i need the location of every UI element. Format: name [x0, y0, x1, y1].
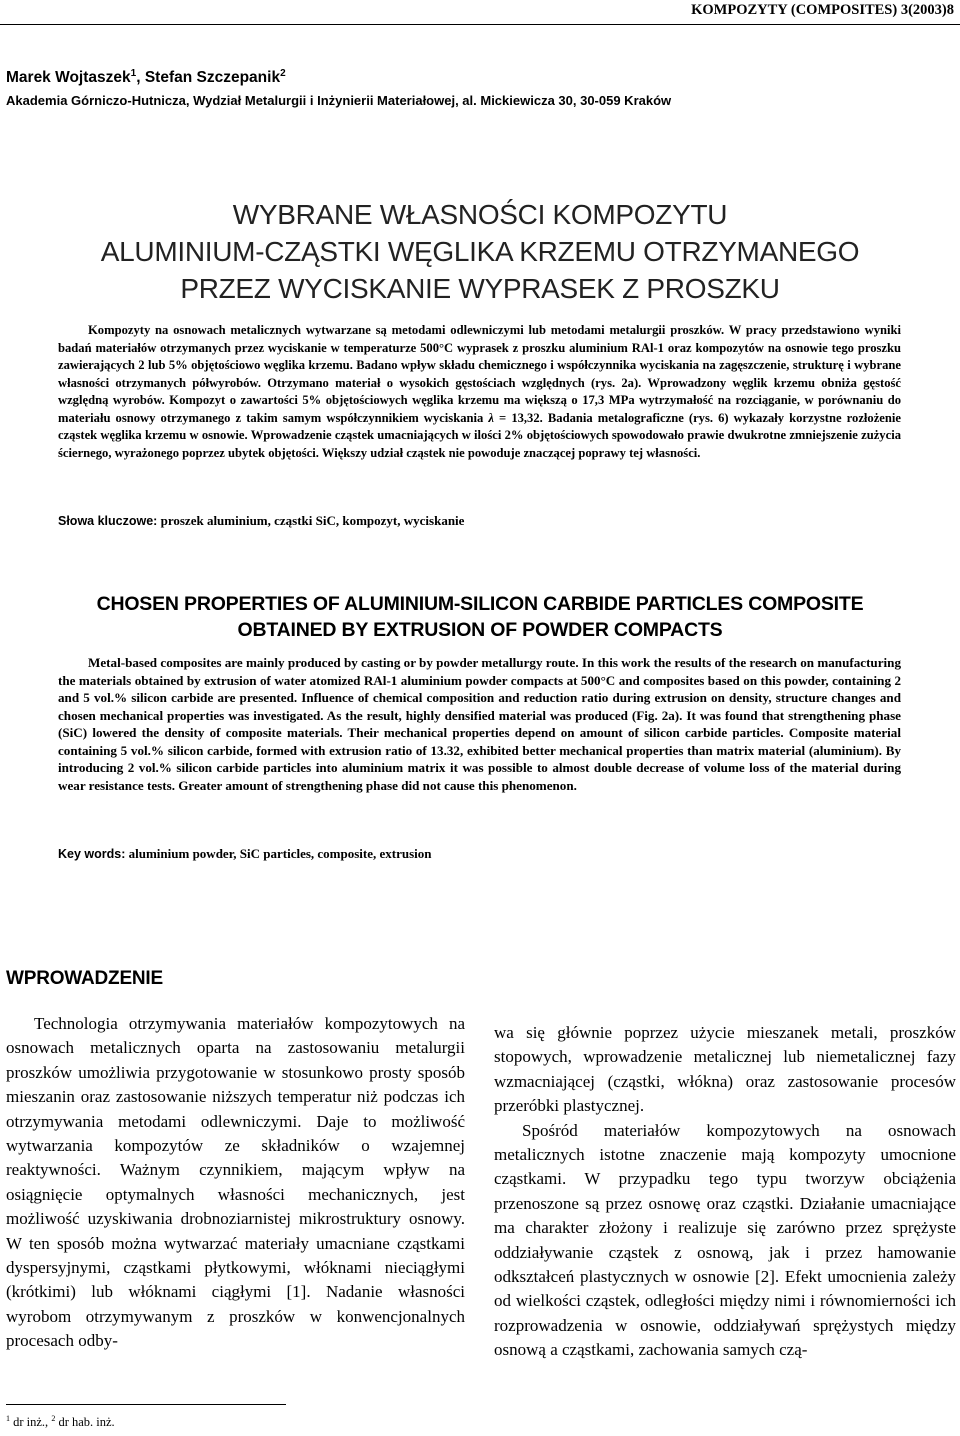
lambda-symbol: λ [488, 410, 494, 425]
body-paragraph: Spośród materiałów kompozytowych na osnowach metalicznych istotne znaczenie mają kompozyty umocnione cząstkami. W przypadku tego typu tworzyw obciążenia przenoszone są przez osnowę oraz cząstki. Działanie umacniające ma charakter złożony i realizuje się zarówno przez sprężyste oddziaływanie cząstek z osnową, jak i przez hamowanie odkształceń plastycznych w osnowie [2]. Efekt umocnienia zależy od wielkości cząstek, odległości między nimi i równomierności ich rozprowadzenia w osnowie, oddziaływań sprężystych między osnową a cząstkami, zachowania samych czą- [494, 1120, 956, 1360]
english-keywords [58, 846, 432, 862]
author-name: Marek Wojtaszek [6, 69, 131, 87]
footnote-marker: 2 [51, 1414, 56, 1423]
journal-header: KOMPOZYTY (COMPOSITES) 3(2003)8 [691, 2, 954, 18]
footnote-rule [6, 1404, 286, 1405]
affiliation: Akademia Górniczo-Hutnicza, Wydział Metalurgii i Inżynierii Materiałowej, al. Mickiewicza 30, 30-059 Kraków [6, 93, 672, 108]
english-abstract: Metal-based composites are mainly produced by casting or by powder metallurgy route. In this work the results of the research on manufacturing the materials obtained by extrusion of water atomized RAl-1 aluminium powder compacts at 500°C and composites based on this powder, containing 2 and 5 vol.% silicon carbide are presented. Influence of chemical composition and reduction ratio during extrusion on density, structure changes and chosen mechanical properties was investigated. As the result, highly densified material was produced (Fig. 2a). It was found that strengthening phase (SiC) lowered the density of composite materials. Their mechanical properties depend on amount of silicon carbide particles. Composite material containing 5 vol.% silicon carbide, formed with extrusion ratio of 13.32, exhibited better mechanical properties than matrix material (aluminium). By introducing 2 vol.% silicon carbide particles into aluminium matrix it was possible to almost double decrease of volume loss of the material during wear resistance tests. Greater amount of strengthening phase did not cause this phenomenon. [58, 655, 901, 793]
abstract-text: Kompozyty na osnowach metalicznych wytwarzane są metodami odlewniczymi lub metodami metalurgii proszków. W pracy przedstawiono wyniki badań materiałów otrzymanych przez wyciskanie w temperaturze 500°C wyprasek z proszku aluminium RAl-1 oraz kompozytów na osnowie tego proszku zawierających 2 lub 5% objętościowo węglika krzemu. Badano wpływ składu chemicznego i współczynnika wyciskania na zagęszczenie, strukturę i wybrane własności otrzymanych półwyrobów. Otrzymano materiał o wysokich gęstościach względnych (rys. 2a). Wprowadzony węglik krzemu obniża gęstość względną wyrobów. Kompozyt o zawartości 5% objętościowych węglika krzemu ma większą o 17,3 MPa wytrzymałość na rozciąganie, w porównaniu do materiału osnowy otrzymanego z takim samym współczynnikiem wyciskania [58, 323, 901, 425]
author-superscript: 2 [280, 68, 286, 79]
keywords-text: aluminium powder, SiC particles, composite, extrusion [128, 846, 432, 861]
author-line [6, 68, 286, 87]
body-paragraph: wa się głównie poprzez użycie mieszanek metali, proszków stopowych, wprowadzenie metalicznej lub niemetalicznej fazy wzmacniającej (cząstki, włókna) oraz zastosowanie procesów przeróbki plastycznej. [494, 1023, 956, 1116]
polish-abstract [58, 322, 901, 462]
abstract-text: = 13,32. Badania metalograficzne (rys. 6) wykazały korzystne rozłożenie cząstek węglika krzemu w osnowie. Wprowadzenie cząstek umacniających w ilości 2% objętościowych spowodowało prawie dwukrotne zmniejszenie zużycia ściernego, wyrażonego poprzez ubytek objętości. Większy udział cząstek nie powoduje znaczącej poprawy tej własności. [58, 410, 901, 460]
author-separator: , [136, 69, 145, 87]
footnote-marker: 1 [6, 1414, 10, 1423]
keywords-label: Key words: [58, 847, 126, 861]
english-title-line: OBTAINED BY EXTRUSION OF POWDER COMPACTS [237, 619, 723, 641]
polish-title-line: WYBRANE WŁASNOŚCI KOMPOZYTU [232, 199, 728, 230]
author-name: Stefan Szczepanik [144, 69, 281, 87]
body-column-right [494, 1021, 956, 1363]
english-title-line: CHOSEN PROPERTIES OF ALUMINIUM-SILICON CARBIDE PARTICLES COMPOSITE [96, 593, 864, 615]
english-title [0, 591, 960, 643]
section-heading: WPROWADZENIE [6, 968, 163, 989]
footnote-text: dr hab. inż. [55, 1415, 115, 1430]
footnote-text: dr inż., [10, 1415, 52, 1430]
body-paragraph: Technologia otrzymywania materiałów kompozytowych na osnowach metalicznych oparta na zastosowaniu metalurgii proszków umożliwia przygotowanie w stosunkowo prosty sposób mieszanin oraz zastosowanie niższych temperatur niż podczas ich otrzymywania metodami odlewniczymi. Daje to możliwość wytwarzania kompozytów ze składników o wzajemnej reaktywności. Ważnym czynnikiem, mającym wpływ na osiągnięcie optymalnych własności mechanicznych, jest możliwość uzyskiwania drobnoziarnistej mikrostruktury osnowy. W ten sposób można wytwarzać materiały umacniane cząstkami dyspersyjnymi, cząstkami płytkowymi, włóknami nieciągłymi (krótkimi) lub włóknami ciągłymi [1]. Nadanie własności wyrobom otrzymywanym z proszków w konwencjonalnych procesach odby- [6, 1014, 465, 1351]
polish-title-line: PRZEZ WYCISKANIE WYPRASEK Z PROSZKU [180, 273, 780, 304]
polish-title-line: ALUMINIUM-CZĄSTKI WĘGLIKA KRZEMU OTRZYMANEGO [100, 236, 860, 267]
keywords-text: proszek aluminium, cząstki SiC, kompozyt, wyciskanie [160, 513, 465, 528]
body-column-left [6, 1012, 465, 1354]
author-superscript: 1 [130, 68, 137, 79]
polish-title [0, 196, 960, 307]
polish-keywords [58, 513, 464, 529]
footnote [6, 1414, 115, 1430]
header-rule [0, 24, 960, 25]
keywords-label: Słowa kluczowe: [58, 514, 158, 528]
